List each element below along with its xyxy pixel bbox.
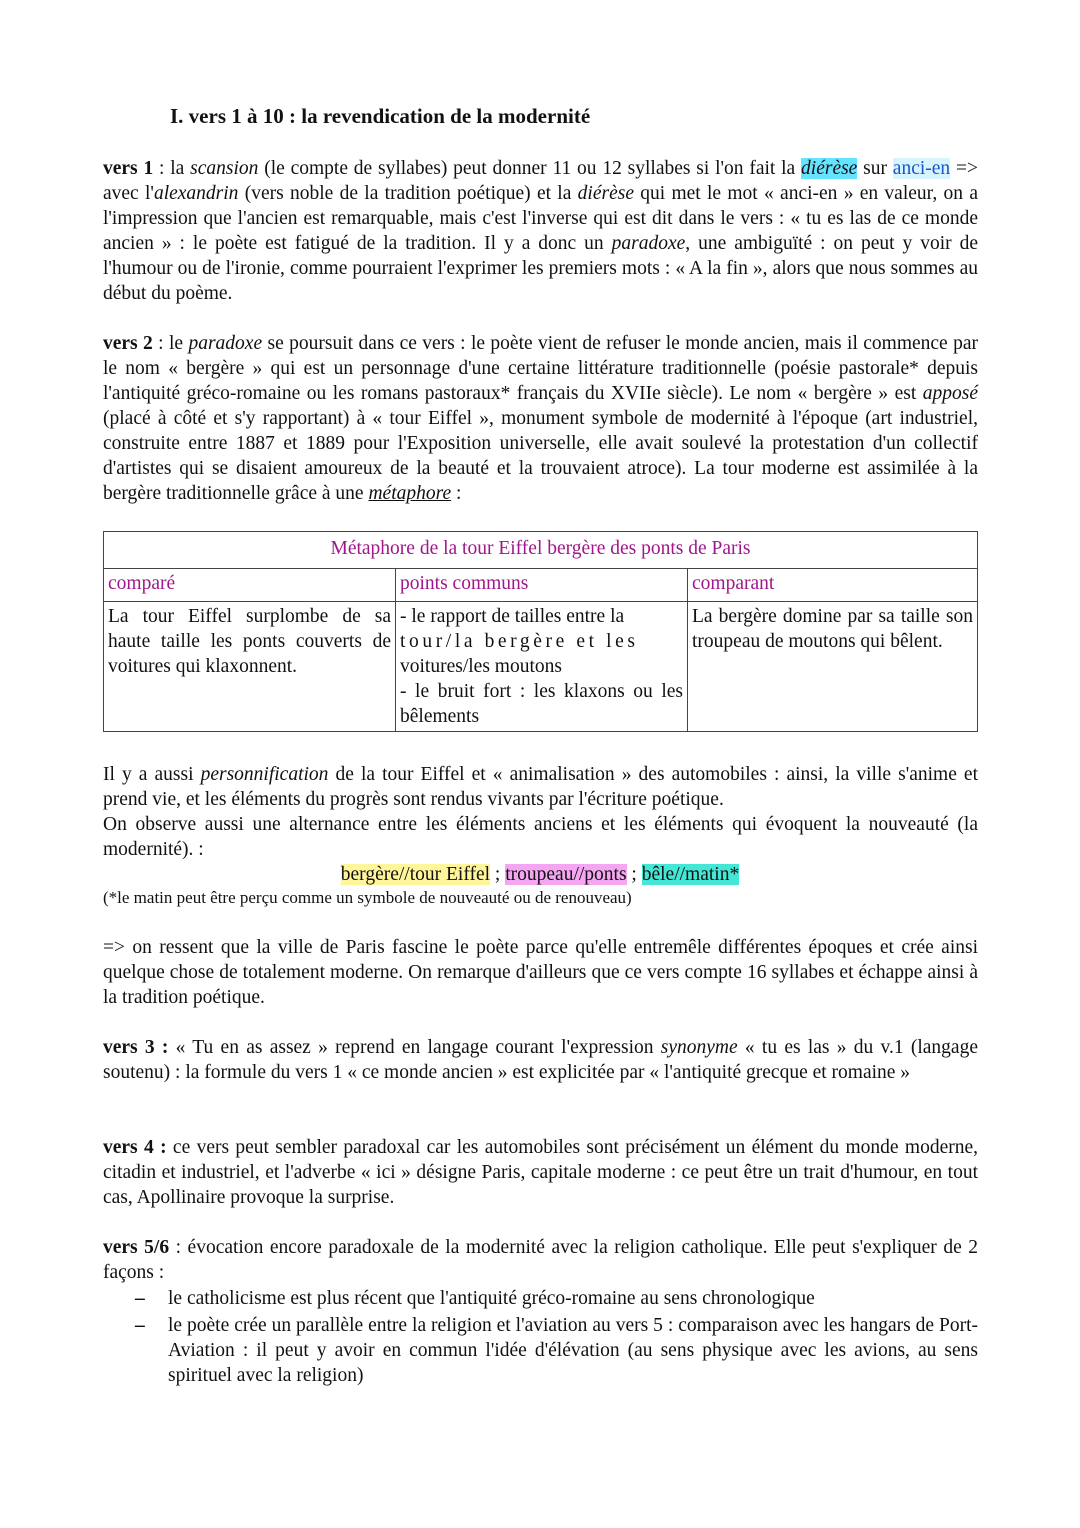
text: : évocation encore paradoxale de la modernité avec la religion catholique. Elle peut s'expliquer de 2 façons : [103, 1237, 978, 1283]
list-item [103, 1313, 978, 1388]
footnote: (*le matin peut être perçu comme un symbole de nouveauté ou de renouveau) [103, 888, 632, 907]
text: : le [152, 333, 189, 354]
explanation-list [103, 1286, 978, 1388]
paragraph-conclusion: => on ressent que la ville de Paris fascine le poète parce qu'elle entremêle différentes époques et crée ainsi quelque chose de totalement moderne. On remarque d'ailleurs que ce vers compte 16 syllabes et échappe ainsi à la tradition poétique. [103, 937, 978, 1008]
list-item-text: le catholicisme est plus récent que l'antiquité gréco-romaine au sens chronologique [168, 1288, 815, 1309]
dash-bullet: – [135, 1315, 145, 1336]
separator: ; [490, 864, 506, 885]
vers-label: vers 2 [103, 333, 153, 354]
pair-troupeau-ponts: troupeau//ponts [505, 864, 627, 885]
paragraph-alternance: On observe aussi une alternance entre les éléments anciens et les éléments qui évoquent la nouveauté (la modernité). : [103, 814, 978, 860]
text: « tu es las » du v.1 (langage soutenu) : la formule du vers 1 « ce monde ancien » est explicitée par « l'antiquité grecque et romaine » [103, 1037, 978, 1083]
text: (le compte de syllabes) peut donner 11 ou 12 syllabes si l'on fait la [258, 158, 802, 179]
term-scansion: scansion [190, 158, 259, 179]
text: (vers noble de la tradition poétique) et la [238, 183, 578, 204]
separator: ; [626, 864, 642, 885]
dash-bullet: – [135, 1288, 145, 1309]
cell-compare: La tour Eiffel surplombe de sa haute taille les ponts couverts de voitures qui klaxonnent. [104, 602, 396, 732]
list-item [103, 1286, 978, 1311]
column-header-points-communs: points communs [396, 569, 688, 602]
cell-comparant: La bergère domine par sa taille son troupeau de moutons qui bêlent. [688, 602, 978, 732]
term-metaphore: métaphore [368, 483, 452, 504]
text: => avec l' [103, 158, 978, 204]
term-personnification: personnification [200, 764, 329, 785]
term-appose: apposé [922, 383, 978, 404]
text: (placé à côté et s'y rapportant) à « tour Eiffel », monument symbole de modernité à l'époque (art industriel, construite entre 1887 et 1889 pour l'Exposition universelle, elle avait soulevé la protestation d'un collectif d'artistes qui se disaient amoureux de la beauté et la trouvaient atroce). La tour moderne est assimilée à la bergère traditionnelle grâce à une [103, 408, 978, 504]
paragraph-vers-2 [103, 331, 978, 506]
common-line: voitures/les moutons [400, 656, 562, 677]
pair-bergere-tour: bergère//tour Eiffel [340, 864, 491, 885]
pairs-line [0, 862, 1080, 887]
text: : la [153, 158, 191, 179]
table-caption: Métaphore de la tour Eiffel bergère des ponts de Paris [104, 532, 978, 569]
paragraph-vers-4 [103, 1135, 978, 1210]
highlighted-term-dierese: diérèse [801, 158, 858, 179]
section-title: I. vers 1 à 10 : la revendication de la modernité [170, 104, 591, 128]
text: de la tour Eiffel et « animalisation » des automobiles : ainsi, la ville s'anime et prend vie, et les éléments du progrès sont rendus vivants par l'écriture poétique. [103, 764, 978, 810]
term-paradoxe: paradoxe [611, 233, 686, 254]
text: qui met le mot « anci-en » en valeur, on a l'impression que l'ancien est remarquable, mais c'est l'inverse qui est dit dans le vers : « tu es las de ce monde ancien » : le poète est fatigué de la tradition. Il y a donc un [103, 183, 978, 254]
term-paradoxe: paradoxe [188, 333, 263, 354]
highlighted-term-anci-en: anci-en [892, 158, 951, 179]
cell-points-communs [396, 602, 688, 732]
column-header-comparant: comparant [688, 569, 978, 602]
column-header-compare: comparé [104, 569, 396, 602]
common-line: tour/la bergère et les [400, 631, 639, 652]
pair-bele-matin: bêle//matin* [641, 864, 740, 885]
vers-label: vers 5/6 [103, 1237, 170, 1258]
paragraph-vers-1 [103, 156, 978, 306]
vers-label: vers 4 : [103, 1137, 167, 1158]
text: « Tu en as assez » reprend en langage courant l'expression [168, 1037, 661, 1058]
text: ce vers peut sembler paradoxal car les automobiles sont précisément un élément du monde moderne, citadin et industriel, et l'adverbe « ici » désigne Paris, capitale moderne : ce peut être un trait d'humour, en tout cas, Apollinaire provoque la surprise. [103, 1137, 978, 1208]
text: sur [857, 158, 893, 179]
paragraph-vers-5-6 [103, 1235, 978, 1388]
text: : [451, 483, 462, 504]
text: , une ambiguïté : on peut y voir de l'humour ou de l'ironie, comme pourraient l'exprimer les premiers mots : « A la fin », alors que nous sommes au début du poème. [103, 233, 978, 304]
paragraph-vers-3 [103, 1035, 978, 1085]
term-alexandrin: alexandrin [153, 183, 239, 204]
list-item-text: le poète crée un parallèle entre la religion et l'aviation au vers 5 : comparaison avec les hangars de Port-Aviation : il peut y avoir en commun l'idée d'élévation (au sens physique avec les avions, au sens spirituel avec la religion) [168, 1315, 978, 1386]
term-synonyme: synonyme [660, 1037, 738, 1058]
paragraph-personnification [103, 762, 978, 862]
term-dierese: diérèse [577, 183, 634, 204]
vers-label: vers 3 : [103, 1037, 169, 1058]
common-line: - le bruit fort : les klaxons ou les bêlements [400, 681, 683, 727]
metaphor-table [103, 531, 978, 732]
text: Il y a aussi [103, 764, 201, 785]
common-line: - le rapport de tailles entre la [400, 606, 625, 627]
vers-label: vers 1 [103, 158, 154, 179]
text: se poursuit dans ce vers : le poète vient de refuser le monde ancien, mais il commence par le nom « bergère » qui est un personnage d'une certaine littérature traditionnelle (poésie pastorale* depuis l'antiquité gréco-romaine ou les romans pastoraux* français du XVIIe siècle). Le nom « bergère » est [103, 333, 978, 404]
